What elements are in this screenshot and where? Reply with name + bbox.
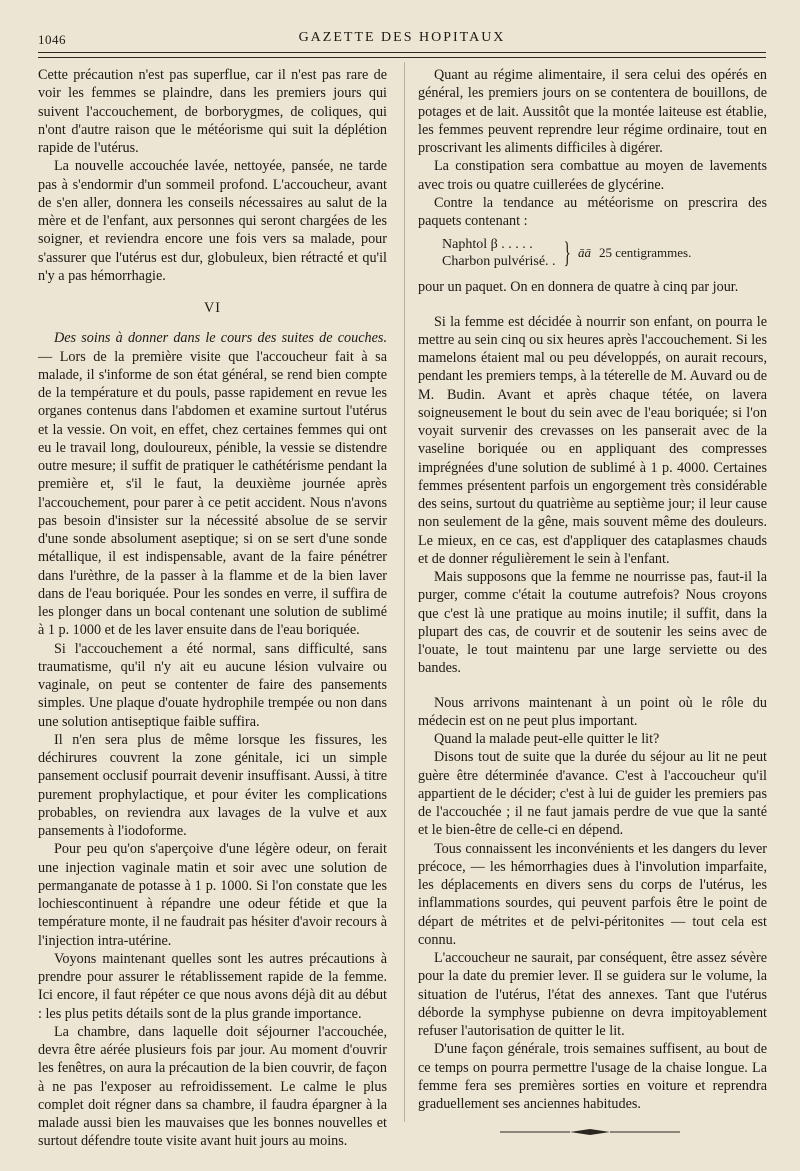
paragraph-gap [418, 297, 767, 313]
paragraph: Disons tout de suite que la durée du séjour au lit ne peut guère être déterminée d'avance. C'est à l'accoucheur qu'il appartient de le décider; c'est à lui de guider les premiers pas de l'accouchée ; il ne faut jamais perdre de vue que la santé et le bien-être de celle-ci en dépend. [418, 749, 767, 839]
page-header [38, 28, 766, 50]
column-divider [404, 62, 405, 1122]
paragraph: Tous connaissent les inconvénients et les dangers du lever précoce, — les hémorrhagies dues à l'involution imparfaite, les déplacements en divers sens du corps de l'utérus, les inflammations sourdes, qui peuvent parfois être le point de départ de métrites et de pelvi-péritonites — tout cela est connu. [418, 840, 767, 948]
paragraph-gap [418, 678, 767, 694]
page-number: 1046 [38, 32, 66, 47]
right-column [418, 66, 767, 1113]
paragraph: Contre la tendance au météorisme on prescrira des paquets contenant : [418, 194, 767, 229]
section-number: VI [204, 300, 221, 316]
prescription-dose [578, 244, 691, 262]
paragraph: Cette précaution n'est pas superflue, car il n'est pas rare de voir les femmes se plaindre, dans les premiers jours qui suivent l'accouchement, de borborygmes, de coliques, qui n'ont d'autre raison que le météorisme qui suit la déplétion rapide de l'utérus. [38, 67, 387, 156]
paragraph: La constipation sera combattue au moyen de lavements avec trois ou quatre cuillerées de glycérine. [418, 158, 767, 193]
prescription-items [442, 236, 556, 270]
paragraph: D'une façon générale, trois semaines suffisent, au bout de ce temps on pourra permettre l'usage de la chaise longue. La femme fera ses premières sorties en voiture et reprendra graduellement ses anciennes habitudes. [418, 1041, 767, 1112]
paragraph: La nouvelle accouchée lavée, nettoyée, pansée, ne tarde pas à s'endormir d'un sommeil profond. L'accoucheur, avant de s'en aller, donnera les conseils nécessaires au salut de la mère et de l'enfant, aux personnes qui seront chargées de les soigner, et reviendra encore une fois vers sa malade, pour s'assurer que l'utérus est dur, globuleux, bien rétracté et qu'il n'y a pas hémorrhagie. [38, 158, 387, 284]
paragraph: Quand la malade peut-elle quitter le lit? [434, 731, 660, 747]
paragraph-with-section-title [38, 329, 387, 639]
end-ornament [500, 1127, 680, 1137]
brace-icon: } [563, 236, 571, 270]
journal-title: GAZETTE DES HOPITAUX [298, 30, 506, 45]
prescription-item: Naphtol β . . . . . [442, 237, 533, 253]
prescription [442, 236, 767, 270]
paragraph: Nous arrivons maintenant à un point où le rôle du médecin est on ne peut plus important. [418, 694, 767, 729]
prescription-item: Charbon pulvérisé. . [442, 254, 556, 270]
header-rule-thin [38, 57, 766, 58]
paragraph: Pour peu qu'on s'aperçoive d'une légère odeur, on ferait une injection vaginale matin et soir avec une solution de permanganate de potasse à 1 p. 1000. Si l'on constate que les lochiescontinuent à répandre une odeur fétide et que la température monte, il ne faudrait pas hésiter d'avoir recours à l'injection intra-utérine. [38, 841, 387, 949]
paragraph: Mais supposons que la femme ne nourrisse pas, faut-il la purger, comme c'était la coutume autrefois? Nous croyons que c'est là une pratique au moins inutile; il suffit, dans la plupart des cas, de couvrir et de soutenir les seins avec de l'ouate, le tout maintenu par une large serviette ou des bandes. [418, 569, 767, 677]
left-column [38, 66, 387, 1151]
dose-value: 25 centigrammes. [598, 245, 692, 261]
paragraph: Si la femme est décidée à nourrir son enfant, on pourra le mettre au sein cinq ou six heures après l'accouchement. Si les mamelons étaient mal ou peu développés, on aurait recours, pendant les premiers temps, à la téterelle de M. Auvard ou de M. Budin. Avant et après chaque tétée, on lavera soigneusement le bout du sein avec de l'eau boriquée; si l'on voyait survenir des crevasses on les panserait avec de la vaseline boriquée ou en appliquant des compresses imprégnées d'une solution de sublimé à 1 p. 4000. Certaines femmes présentent parfois un engorgement très considérable des seins, surtout du quatrième au septième jour; il leur cause non seulement de la gêne, mais souvent même des douleurs. Le mieux, en ce cas, est d'appliquer des cataplasmes chauds et de donner régulièrement le sein à l'enfant. [418, 313, 767, 567]
paragraph: Voyons maintenant quelles sont les autres précautions à prendre pour assurer le rétablissement rapide de la femme. Ici encore, il faut répéter ce que nous avons déjà dit au début : les plus petits détails sont de la plus grande importance. [38, 950, 387, 1022]
paragraph: Il n'en sera plus de même lorsque les fissures, les déchirures couvrent la zone génitale, ici un simple pansement occlusif pourrait devenir insuffisant. Aussi, à titre purement prophylactique, et pour éviter les complications probables, on reviendra aux lavages de la vulve et aux pansements à l'iodoforme. [38, 731, 387, 839]
section-title: Des soins à donner dans le cours des suites de couches. [54, 330, 387, 347]
header-rule [38, 52, 766, 53]
paragraph: L'accoucheur ne saurait, par conséquent, être assez sévère pour la date du premier lever. Il se guidera sur le volume, la situation de l'utérus, l'état des annexes. Tant que l'utérus déborde la symphyse pubienne on devra impitoyablement refuser l'autorisation de quitter le lit. [418, 950, 767, 1039]
ana-label: āā [577, 245, 591, 261]
paragraph: Si l'accouchement a été normal, sans difficulté, sans traumatisme, qu'il n'y ait eu aucune lésion vulvaire ou vaginale, on peut se contenter de faire des pansements simples. Une plaque d'ouate hydrophile trempée ou non dans une solution antiseptique faible suffira. [38, 640, 387, 730]
paragraph: La chambre, dans laquelle doit séjourner l'accouchée, devra être aérée plusieurs fois par jour. Au moment d'ouvrir les fenêtres, on aura la précaution de la bien couvrir, de façon à ne pas l'exposer au refroidissement. Le calme le plus complet doit régner dans sa chambre, il faudra épargner à la malade aussi bien les mauvaises que les bonnes nouvelles et surtout défendre toute visite avant huit jours au moins. [38, 1023, 387, 1150]
paragraph: Quant au régime alimentaire, il sera celui des opérés en général, les premiers jours on se contentera de bouillons, de potages et de lait. Aussitôt que la montée laiteuse est établie, les femmes peuvent reprendre leur régime ordinaire, tout en proscrivant les aliments difficiles à digérer. [418, 67, 767, 156]
paragraph-text: — Lors de la première visite que l'accoucheur fait à sa malade, il s'informe de son état général, se rend bien compte de la température et du pouls, passe rapidement en revue les organes contenus dans l'abdomen et examine surtout l'utérus et la vessie. On voit, en effet, chez certaines femmes qui ont eu le travail long, douloureux, pénible, la vessie se distendre outre mesure; il suffit de pratiquer le cathétérisme pendant la première et, s'il le faut, la deuxième journée après l'accouchement, pour parer à ce petit accident. Nous n'avons pas besoin d'insister sur la nécessité absolue de se servir d'une sonde absolument aseptique; si on se sert d'une sonde métallique, il est indispensable, avant de la faire pénétrer dans l'urèthre, de la passer à la flamme et de la bien laver dans de l'eau boriquée. Pour les sondes en verre, il suffira de les plonger dans un bocal contenant une solution de sublimé à 1 p. 1000 et de les laver ensuite dans de l'eau boriquée. [38, 348, 387, 639]
paragraph: pour un paquet. On en donnera de quatre à cinq par jour. [418, 279, 739, 296]
